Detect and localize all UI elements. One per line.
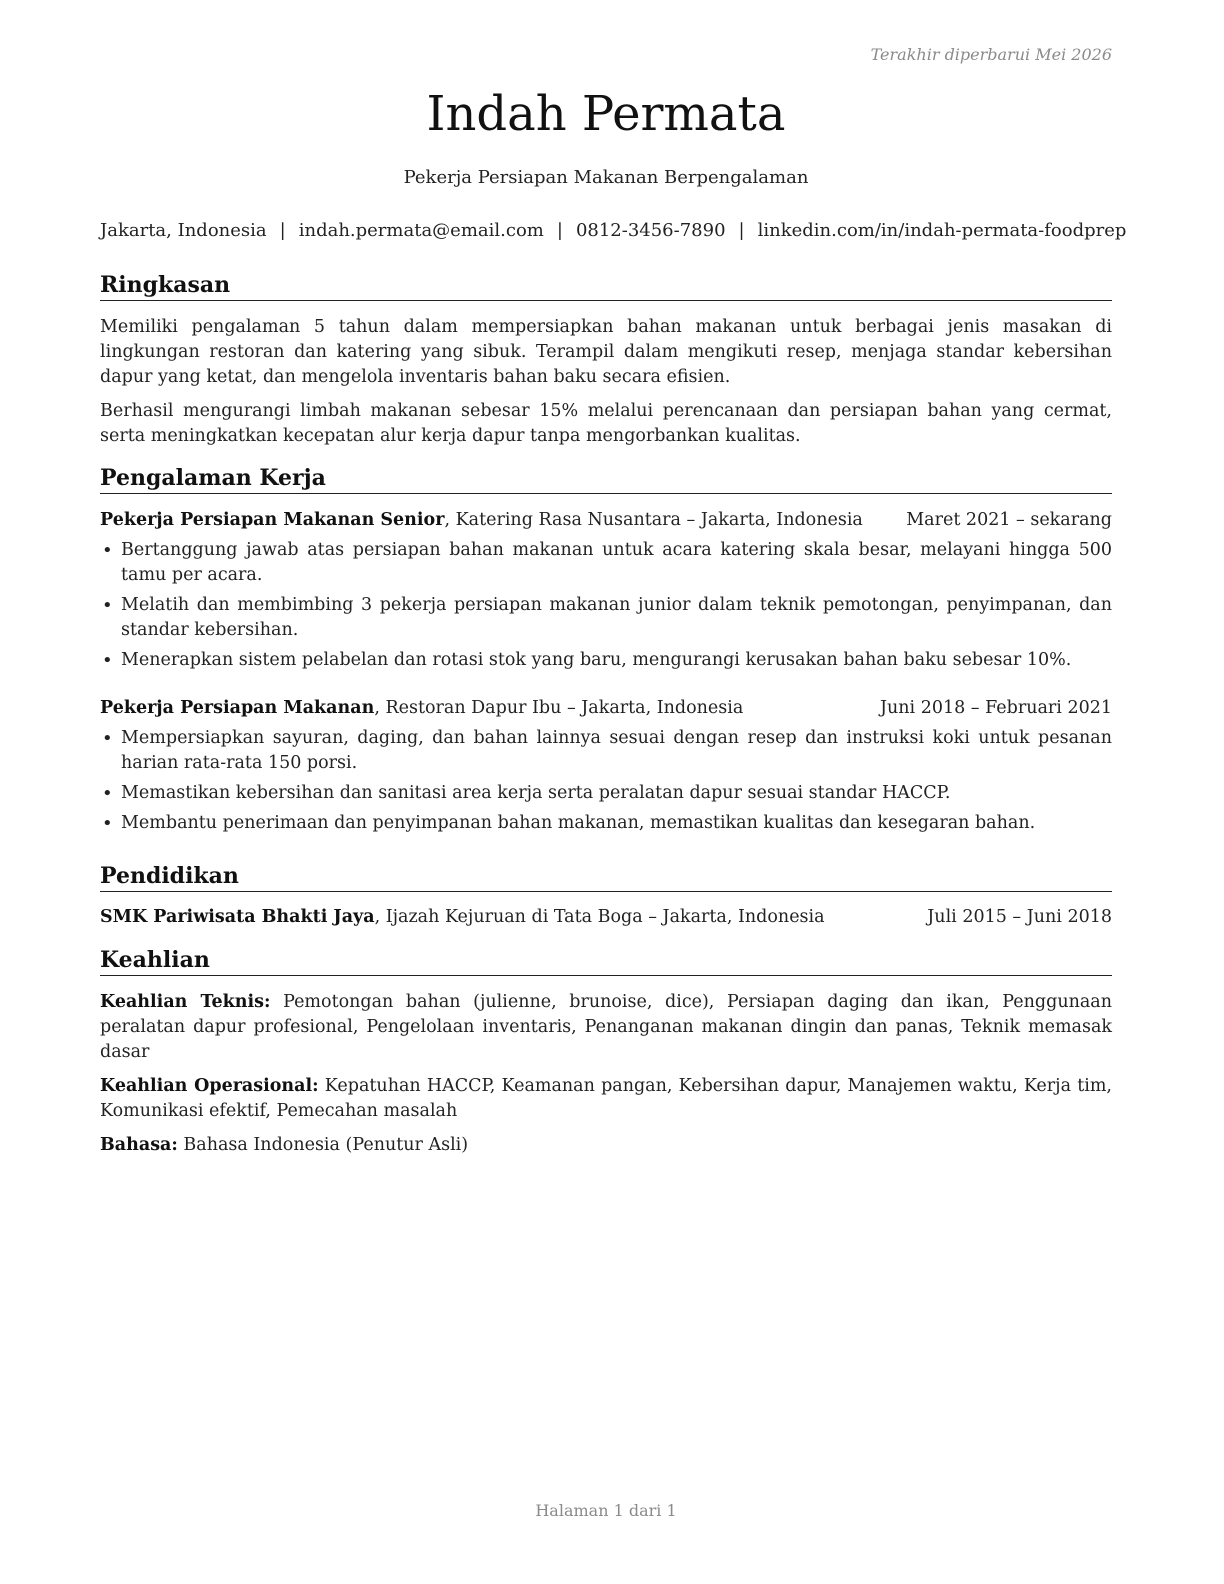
contact-separator: | [738, 220, 745, 241]
skills-technical [100, 990, 1112, 1065]
education-detail: , Ijazah Kejuruan di Tata Boga – Jakarta, Indonesia [374, 907, 825, 927]
contact-separator: | [556, 220, 563, 241]
job-dates: Juni 2018 – Februari 2021 [879, 698, 1112, 718]
contact-location: Jakarta, Indonesia [100, 220, 267, 241]
job-organization: , Restoran Dapur Ibu – Jakarta, Indonesia [374, 698, 744, 718]
experience-section [100, 464, 1112, 836]
job-bullet: • Membantu penerimaan dan penyimpanan bahan makanan, memastikan kualitas dan kesegaran bahan. [100, 811, 1112, 836]
job-organization: , Katering Rasa Nusantara – Jakarta, Indonesia [444, 510, 863, 530]
section-title-skills: Keahlian [100, 946, 1112, 976]
section-title-education: Pendidikan [100, 862, 1112, 892]
skills-operational [100, 1074, 1112, 1124]
candidate-name: Indah Permata [426, 86, 786, 142]
job-role: Pekerja Persiapan Makanan [100, 698, 375, 718]
job-bullet: • Menerapkan sistem pelabelan dan rotasi stok yang baru, mengurangi kerusakan bahan baku sebesar 10%. [100, 648, 1112, 673]
last-updated-note: Terakhir diperbarui Mei 2026 [870, 45, 1112, 64]
job-header [100, 696, 1112, 721]
section-title-experience: Pengalaman Kerja [100, 464, 1112, 494]
skills-operational-label: Keahlian Operasional: [100, 1076, 319, 1096]
job-entry [100, 508, 1112, 673]
school-name: SMK Pariwisata Bhakti Jaya [100, 907, 375, 927]
skills-technical-list: Pemotongan bahan (julienne, brunoise, dice), Persiapan daging dan ikan, Penggunaan peralatan dapur profesional, Pengelolaan inventaris, Penanganan makanan dingin dan panas, Teknik memasak dasar [100, 992, 1113, 1062]
skills-language-list: Bahasa Indonesia (Penutur Asli) [177, 1135, 469, 1155]
job-header [100, 508, 1112, 533]
education-dates: Juli 2015 – Juni 2018 [927, 907, 1112, 927]
job-entry [100, 696, 1112, 836]
candidate-headline: Pekerja Persiapan Makanan Berpengalaman [403, 167, 809, 188]
skills-language-label: Bahasa: [100, 1135, 178, 1155]
summary-paragraph: Memiliki pengalaman 5 tahun dalam mempersiapkan bahan makanan untuk berbagai jenis masakan di lingkungan restoran dan katering yang sibuk. Terampil dalam mengikuti resep, menjaga standar kebersihan dapur yang ketat, dan mengelola inventaris bahan baku secara efisien. [100, 317, 1112, 387]
job-role: Pekerja Persiapan Makanan Senior [100, 510, 445, 530]
skills-technical-label: Keahlian Teknis: [100, 992, 271, 1012]
job-dates: Maret 2021 – sekarang [906, 510, 1112, 530]
job-bullet: • Memastikan kebersihan dan sanitasi area kerja serta peralatan dapur sesuai standar HACCP. [100, 781, 1112, 806]
summary-section [100, 271, 1112, 449]
education-entry [100, 905, 1112, 930]
education-section [100, 862, 1112, 930]
skills-language [100, 1133, 1112, 1158]
contact-line [100, 220, 1127, 241]
job-bullets [100, 726, 1112, 836]
page-number: Halaman 1 dari 1 [535, 1501, 677, 1520]
job-bullet: • Mempersiapkan sayuran, daging, dan bahan lainnya sesuai dengan resep dan instruksi koki untuk pesanan harian rata-rata 150 porsi. [100, 726, 1112, 776]
summary-paragraph: Berhasil mengurangi limbah makanan sebesar 15% melalui perencanaan dan persiapan bahan yang cermat, serta meningkatkan kecepatan alur kerja dapur tanpa mengorbankan kualitas. [100, 401, 1112, 446]
job-bullet: • Melatih dan membimbing 3 pekerja persiapan makanan junior dalam teknik pemotongan, penyimpanan, dan standar kebersihan. [100, 593, 1112, 643]
skills-operational-list: Kepatuhan HACCP, Keamanan pangan, Kebersihan dapur, Manajemen waktu, Kerja tim, Komunikasi efektif, Pemecahan masalah [100, 1076, 1112, 1121]
job-bullet: • Bertanggung jawab atas persiapan bahan makanan untuk acara katering skala besar, melayani hingga 500 tamu per acara. [100, 538, 1112, 588]
contact-email[interactable]: indah.permata@email.com [298, 220, 544, 241]
contact-separator: | [279, 220, 286, 241]
contact-linkedin[interactable]: linkedin.com/in/indah-permata-foodprep [757, 220, 1127, 241]
contact-phone: 0812-3456-7890 [575, 220, 726, 241]
skills-section [100, 946, 1112, 1158]
section-title-summary: Ringkasan [100, 271, 1112, 301]
job-bullets [100, 538, 1112, 673]
